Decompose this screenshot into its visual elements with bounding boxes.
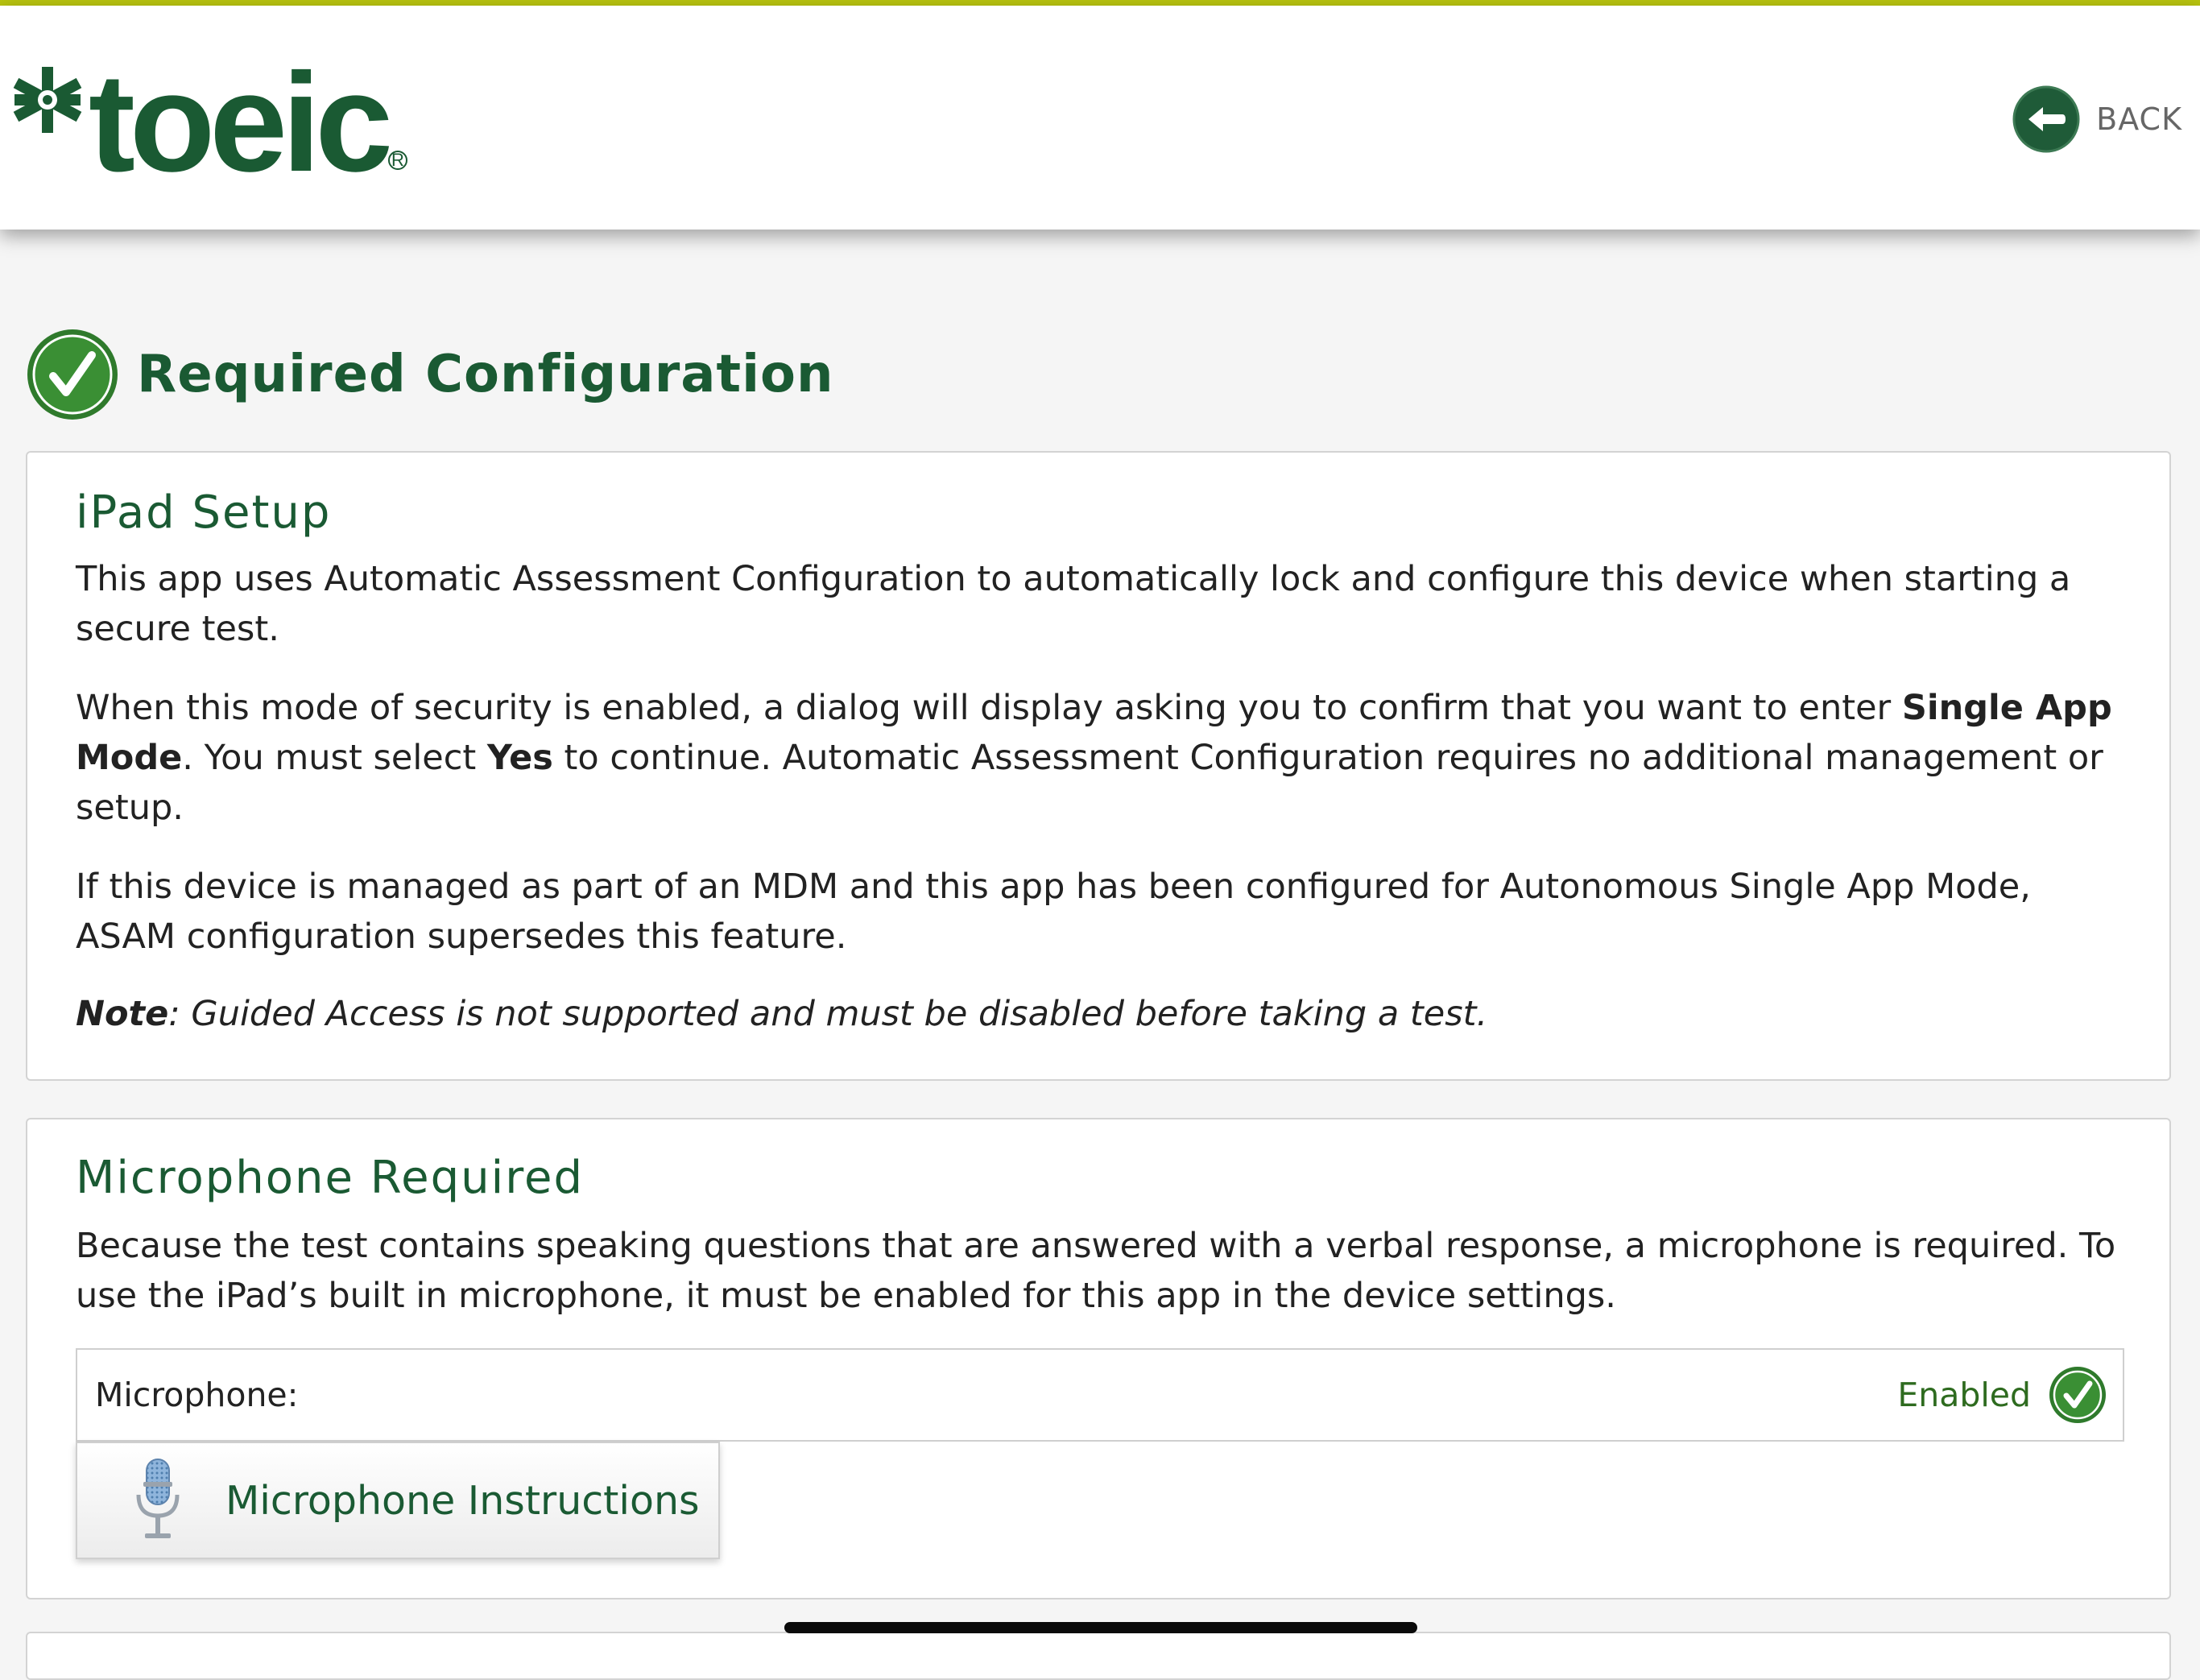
page-title: Required Configuration [137,345,834,404]
next-card-partial [26,1632,2171,1680]
ipad-setup-paragraph-1: This app uses Automatic Assessment Configuration to automatically lock and configure this device when starting a secure test. [76,559,2071,649]
microphone-icon [126,1456,190,1545]
back-button[interactable] [2012,83,2182,155]
note-label: Note [76,994,169,1034]
ipad-setup-heading: iPad Setup [76,486,332,539]
ipad-setup-card [26,451,2171,1081]
note-text: : Guided Access is not supported and must be disabled before taking a test. [168,994,1488,1034]
microphone-instructions-label: Microphone Instructions [225,1477,700,1524]
ipad-setup-paragraph-3: If this device is managed as part of an MDM and this app has been configured for Autonomous Single App Mode, ASAM configuration supersedes this feature. [76,867,2031,957]
microphone-instructions-button[interactable] [76,1442,720,1559]
top-accent-bar [0,0,2200,6]
microphone-status [1897,1350,2107,1440]
microphone-status-value: Enabled [1897,1376,2031,1414]
microphone-card [26,1118,2171,1599]
microphone-heading: Microphone Required [76,1152,585,1204]
paragraph-2-text-c: to continue. Automatic Assessment Configuration requires no additional management or setup. [76,738,2103,828]
page-title-row [26,328,834,421]
home-indicator[interactable] [784,1622,1417,1633]
microphone-description: Because the test contains speaking questions that are answered with a verbal response, a microphone is required. To use the iPad’s built in microphone, it must be enabled for this app in the device settings. [76,1226,2116,1316]
checkmark-circle-icon [26,328,119,421]
logo-text: toeic [89,43,388,201]
back-arrow-icon [2012,85,2080,153]
microphone-status-label: Microphone: [95,1376,299,1414]
paragraph-2-text-a: When this mode of security is enabled, a dialog will display asking you to confirm that you want to enter [76,688,1902,728]
ipad-setup-note [76,989,2137,1039]
single-app-mode-bold: Single App Mode [76,688,2112,778]
ipad-setup-paragraph-2 [76,683,2137,833]
yes-bold: Yes [486,738,553,778]
app-header [0,6,2200,230]
microphone-status-row [76,1348,2124,1442]
checkmark-circle-icon [2049,1366,2107,1424]
registered-mark: R [388,151,407,170]
asterisk-logo-icon [11,64,84,136]
paragraph-2-text-b: . You must select [182,738,487,778]
back-label: BACK [2096,101,2182,137]
